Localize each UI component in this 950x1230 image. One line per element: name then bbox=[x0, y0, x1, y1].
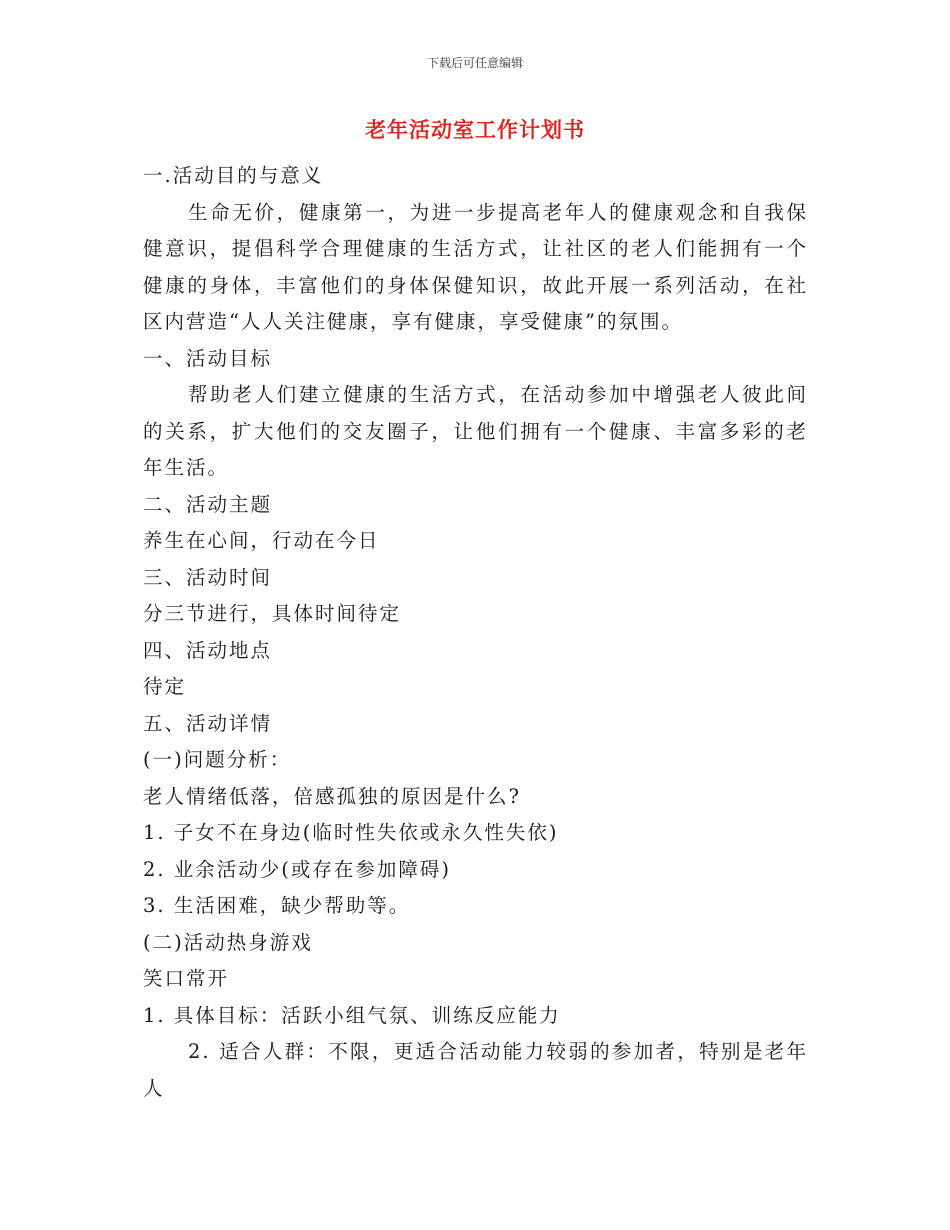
section-heading-time: 三、活动时间 bbox=[143, 565, 273, 589]
section-heading-theme: 二、活动主题 bbox=[143, 492, 273, 516]
document-body bbox=[143, 158, 808, 1107]
document-title: 老年活动室工作计划书 bbox=[365, 118, 585, 142]
text-line-location: 待定 bbox=[143, 675, 187, 698]
list-item: 2. 适合人群：不限，更适合活动能力较弱的参加者，特别是老年人 bbox=[143, 1040, 808, 1100]
list-item: 3. 生活困难，缺少帮助等。 bbox=[143, 894, 411, 917]
paragraph-goals: 帮助老人们建立健康的生活方式，在活动参加中增强老人彼此间的关系，扩大他们的交友圈子，让他们拥有一个健康、丰富多彩的老年生活。 bbox=[143, 383, 808, 479]
list-item: 2. 业余活动少(或存在参加障碍) bbox=[143, 857, 452, 881]
paragraph-purpose: 生命无价，健康第一，为进一步提高老年人的健康观念和自我保健意识，提倡科学合理健康的生活方式，让社区的老人们能拥有一个健康的身体，丰富他们的身体保健知识，故此开展一系列活动，在社区内营造“人人关注健康，享有健康，享受健康”的氛围。 bbox=[143, 200, 808, 333]
section-heading-goals: 一、活动目标 bbox=[143, 346, 273, 370]
text-line-theme: 养生在心间，行动在今日 bbox=[143, 529, 380, 552]
list-item: 1. 具体目标：活跃小组气氛、训练反应能力 bbox=[143, 1003, 561, 1027]
list-item: 1. 子女不在身边(临时性失依或永久性失依) bbox=[143, 821, 559, 844]
subheading-warmup-game: (二)活动热身游戏 bbox=[143, 930, 313, 954]
section-heading-location: 四、活动地点 bbox=[143, 638, 273, 662]
text-line-time: 分三节进行，具体时间待定 bbox=[143, 602, 402, 625]
text-line-game-name: 笑口常开 bbox=[143, 967, 230, 990]
text-line-question: 老人情绪低落，倍感孤独的原因是什么? bbox=[143, 784, 521, 808]
header-note: 下载后可任意编辑 bbox=[426, 56, 523, 70]
section-heading-purpose: 一.活动目的与意义 bbox=[143, 164, 324, 187]
section-heading-details: 五、活动详情 bbox=[143, 711, 273, 735]
subheading-problem-analysis: (一)问题分析： bbox=[143, 748, 292, 771]
